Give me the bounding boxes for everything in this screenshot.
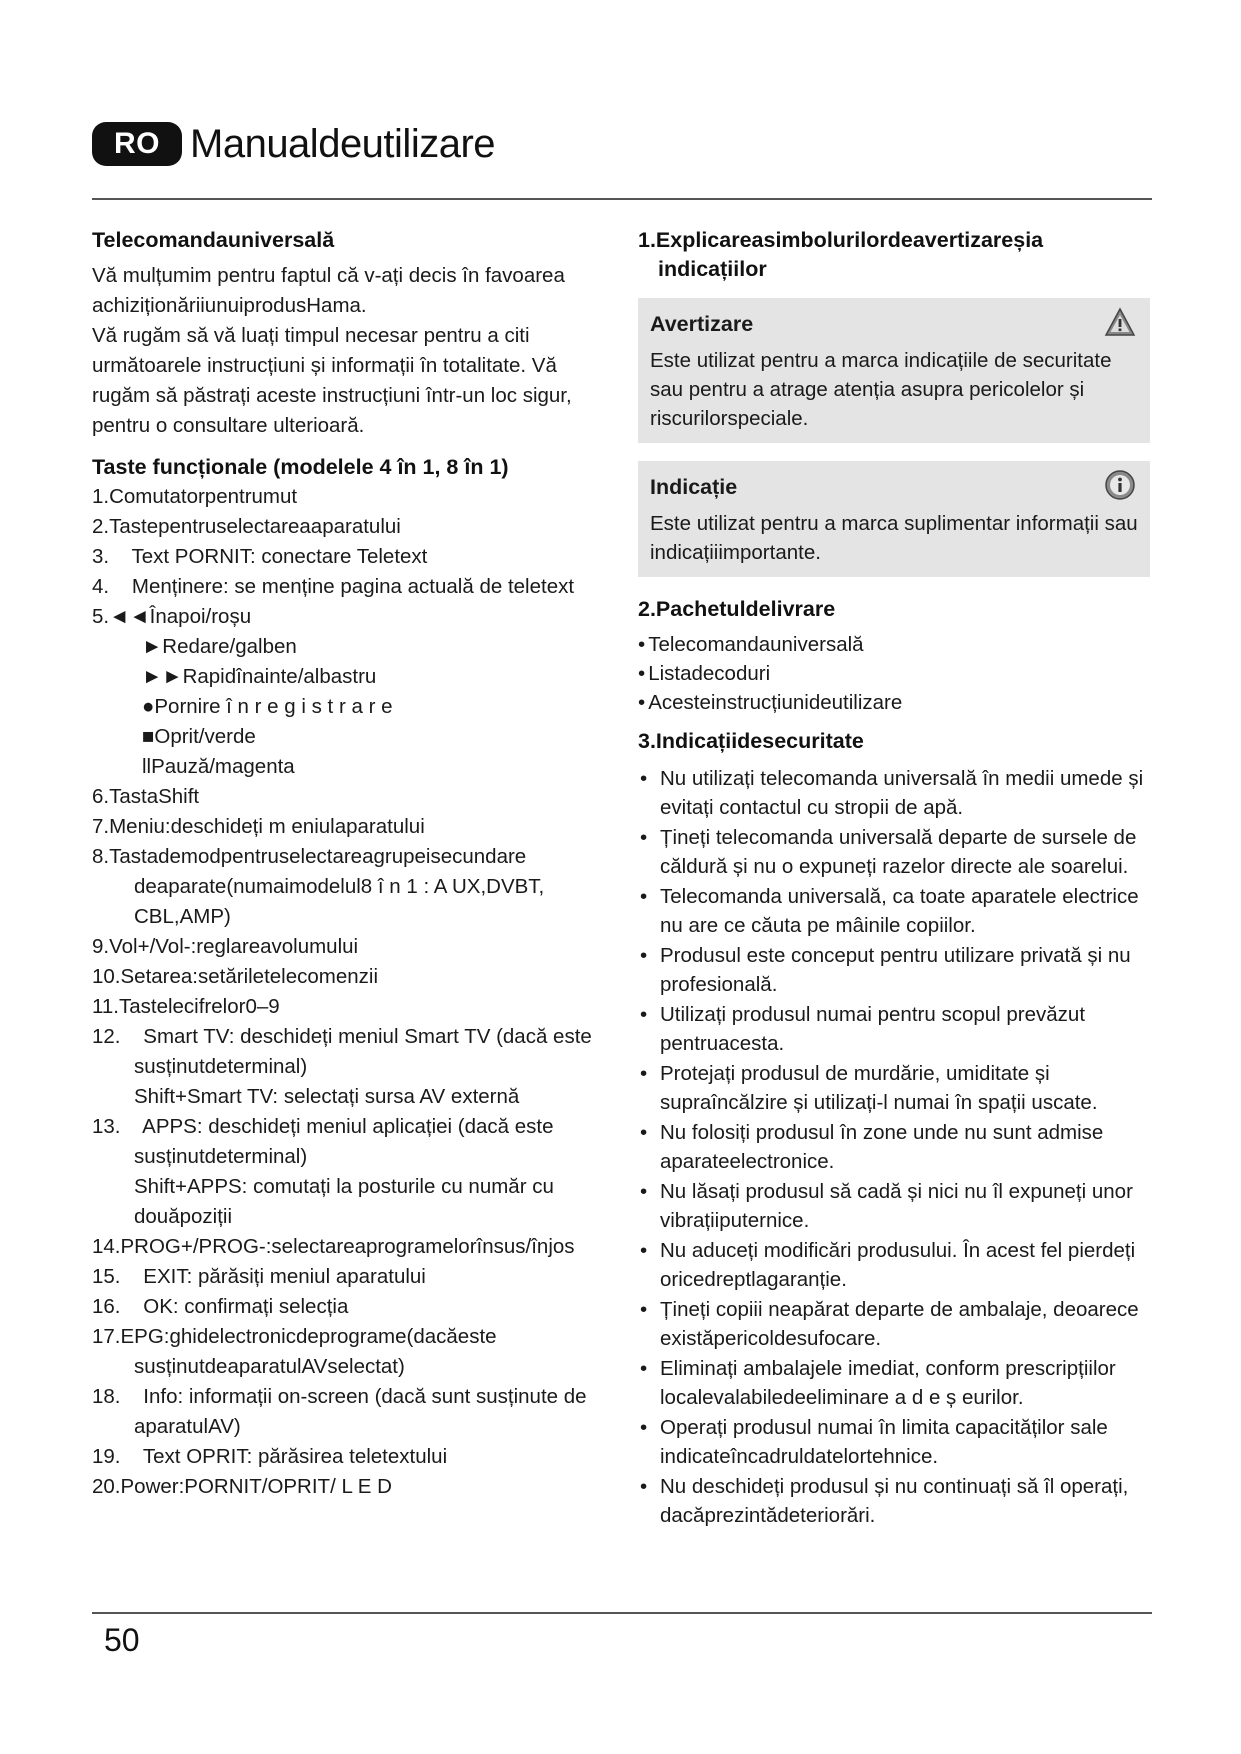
product-heading: Telecomandauniversală bbox=[92, 228, 335, 252]
list-item: Shift+Smart TV: selectați sursa AV externă bbox=[134, 1085, 520, 1108]
section-1-title: 1.Explicareasimbolurilordeavertizareșia indicațiilor bbox=[638, 228, 1044, 281]
note-title: Indicație bbox=[650, 475, 738, 499]
intro-line: pentru o consultare ulterioară. bbox=[92, 414, 365, 437]
list-item: 18. Info: informații on-screen (dacă sunt susținute de bbox=[92, 1385, 587, 1408]
document-title: Manualdeutilizare bbox=[190, 121, 496, 166]
note-box bbox=[638, 461, 1150, 577]
list-item: 16. OK: confirmați selecția bbox=[92, 1295, 349, 1318]
warning-box bbox=[638, 298, 1150, 443]
list-item: deaparate(numaimodelul8 î n 1 : A UX,DVBT, bbox=[134, 875, 545, 898]
list-item: ■Oprit/verde bbox=[142, 725, 256, 748]
list-item: • Țineți copiii neapărat departe de ambalaje, deoarece existăpericoldesufocare. bbox=[638, 1295, 1150, 1353]
list-item: 20.Power:PORNIT/OPRIT/ L E D bbox=[92, 1475, 392, 1498]
list-item: • Nu utilizați telecomanda universală în medii umede și evitați contactul cu stropii de apă. bbox=[638, 764, 1150, 822]
bottom-divider bbox=[92, 1612, 1152, 1614]
function-keys-list bbox=[92, 482, 592, 1502]
list-item: 1.Comutatorpentrumut bbox=[92, 485, 298, 508]
list-item: • Operați produsul numai în limita capacităților sale indicateîncadruldatelortehnice. bbox=[638, 1413, 1150, 1471]
list-item: aparatulAV) bbox=[134, 1415, 241, 1438]
intro-text bbox=[92, 261, 592, 441]
list-item: susținutdeterminal) bbox=[134, 1055, 308, 1078]
section-3-title: 3.Indicațiidesecuritate bbox=[638, 729, 864, 753]
list-item: • Utilizați produsul numai pentru scopul prevăzut pentruacesta. bbox=[638, 1000, 1150, 1058]
package-list bbox=[638, 630, 1150, 717]
top-divider bbox=[92, 198, 1152, 200]
list-item: • Produsul este conceput pentru utilizare privată și nu profesională. bbox=[638, 941, 1150, 999]
intro-line: Vă mulțumim pentru faptul că v-ați decis în favoarea bbox=[92, 264, 565, 287]
list-item: • Nu aduceți modificări produsului. În acest fel pierdeți oricedreptlagaranție. bbox=[638, 1236, 1150, 1294]
intro-line: Vă rugăm să vă luați timpul necesar pentru a citi bbox=[92, 324, 530, 347]
warning-triangle-icon bbox=[1104, 306, 1136, 338]
list-item: 11.Tastelecifrelor0–9 bbox=[92, 995, 280, 1018]
list-item: 17.EPG:ghidelectronicdeprograme(dacăeste bbox=[92, 1325, 497, 1348]
intro-line: următoarele instrucțiuni și informații în totalitate. Vă bbox=[92, 354, 557, 377]
list-item: 15. EXIT: părăsiți meniul aparatului bbox=[92, 1265, 426, 1288]
list-item: • Nu deschideți produsul și nu continuați să îl operați, dacăprezintădeteriorări. bbox=[638, 1472, 1150, 1530]
list-item: susținutdeaparatulAVselectat) bbox=[134, 1355, 405, 1378]
page-number: 50 bbox=[104, 1622, 140, 1658]
list-item: • Protejați produsul de murdărie, umiditate și supraîncălzire și utilizați-l numai în spații uscate. bbox=[638, 1059, 1150, 1117]
list-item: 14.PROG+/PROG-:selectareaprogramelorînsus/înjos bbox=[92, 1235, 575, 1258]
list-item: • Telecomanda universală, ca toate aparatele electrice nu are ce căuta pe mâinile copiilor. bbox=[638, 882, 1150, 940]
list-item: 10.Setarea:setăriletelecomenzii bbox=[92, 965, 379, 988]
warning-title: Avertizare bbox=[650, 312, 754, 336]
list-item: 19. Text OPRIT: părăsirea teletextului bbox=[92, 1445, 448, 1468]
list-item bbox=[638, 659, 1150, 688]
intro-line: achiziționăriiunuiprodusHama. bbox=[92, 294, 367, 317]
list-item bbox=[638, 688, 1150, 717]
list-item: 4. Menținere: se menține pagina actuală de teletext bbox=[92, 575, 575, 598]
right-column bbox=[638, 226, 1150, 1531]
list-item: 3. Text PORNIT: conectare Teletext bbox=[92, 545, 428, 568]
info-circle-icon bbox=[1104, 469, 1136, 501]
section-2-title: 2.Pachetuldelivrare bbox=[638, 597, 836, 621]
list-item: • Eliminați ambalajele imediat, conform prescripțiilor localevalabiledeeliminare a d e ș eurilor. bbox=[638, 1354, 1150, 1412]
list-item: 2.Tastepentruselectareaaparatului bbox=[92, 515, 401, 538]
function-keys-heading: Taste funcționale (modelele 4 în 1, 8 în 1) bbox=[92, 455, 509, 479]
note-text: Este utilizat pentru a marca suplimentar informații sau indicațiiimportante. bbox=[650, 512, 1138, 564]
list-item: 13. APPS: deschideți meniul aplicației (dacă este bbox=[92, 1115, 554, 1138]
list-item: • Nu lăsați produsul să cadă și nici nu îl expuneți unor vibrațiiputernice. bbox=[638, 1177, 1150, 1235]
list-item bbox=[638, 630, 1150, 659]
list-item: 5.◄◄Înapoi/roșu bbox=[92, 605, 252, 628]
left-column bbox=[92, 226, 592, 1502]
page-header bbox=[92, 118, 495, 170]
list-item: 9.Vol+/Vol-:reglareavolumului bbox=[92, 935, 359, 958]
list-item: susținutdeterminal) bbox=[134, 1145, 308, 1168]
list-item: 7.Meniu:deschideți m eniulaparatului bbox=[92, 815, 425, 838]
list-item-text: Listadecoduri bbox=[648, 662, 771, 685]
language-badge: RO bbox=[92, 122, 182, 166]
safety-list bbox=[638, 764, 1150, 1530]
list-item: 12. Smart TV: deschideți meniul Smart TV (dacă este bbox=[92, 1025, 592, 1048]
list-item: Shift+APPS: comutați la posturile cu număr cu bbox=[134, 1175, 554, 1198]
list-item-text: Telecomandauniversală bbox=[648, 633, 864, 656]
list-item: douăpoziții bbox=[134, 1205, 233, 1228]
warning-text: Este utilizat pentru a marca indicațiile de securitate sau pentru a atrage atenția asupra pericolelor și riscurilorspeciale. bbox=[650, 349, 1112, 430]
list-item: 8.Tastademodpentruselectareagrupeisecundare bbox=[92, 845, 527, 868]
list-item-text: Acesteinstrucțiunideutilizare bbox=[648, 691, 903, 714]
list-item: llPauză/magenta bbox=[142, 755, 295, 778]
list-item: CBL,AMP) bbox=[134, 905, 231, 928]
list-item: ►►Rapidînainte/albastru bbox=[142, 665, 377, 688]
list-item: ►Redare/galben bbox=[142, 635, 297, 658]
intro-line: rugăm să păstrați aceste instrucțiuni într-un loc sigur, bbox=[92, 384, 572, 407]
list-item: • Țineți telecomanda universală departe de sursele de căldură și nu o expuneți razelor directe ale soarelui. bbox=[638, 823, 1150, 881]
list-item: 6.TastaShift bbox=[92, 785, 200, 808]
list-item: ●Pornire î n r e g i s t r a r e bbox=[142, 695, 393, 718]
list-item: • Nu folosiți produsul în zone unde nu sunt admise aparateelectronice. bbox=[638, 1118, 1150, 1176]
